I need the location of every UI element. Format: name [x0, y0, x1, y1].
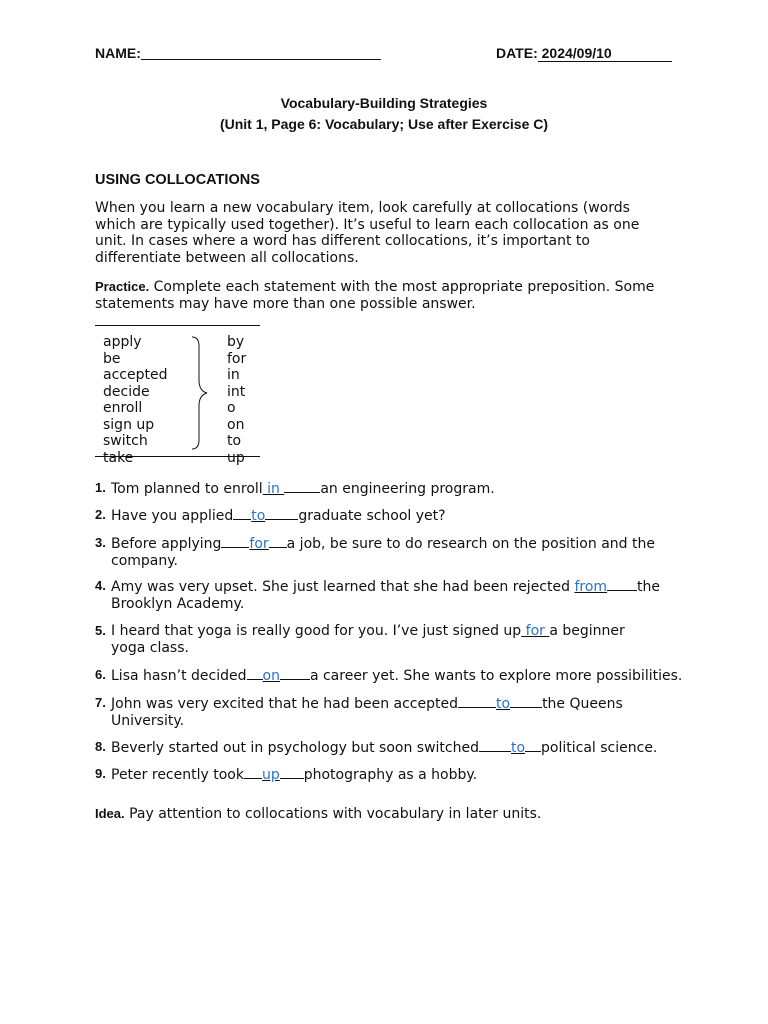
question-text: a job, be sure to do research on the position and the company. [111, 536, 655, 569]
blank-line [510, 695, 542, 708]
blank-line [284, 480, 320, 493]
question-text: graduate school yet? [298, 508, 446, 524]
blank-line [458, 695, 496, 708]
worksheet-title: Vocabulary-Building Strategies [280, 95, 488, 111]
answer-blank[interactable]: for [249, 536, 269, 552]
question-number: 2. [95, 507, 106, 522]
blank-line [607, 578, 637, 591]
question-number: 9. [95, 766, 106, 781]
date-label: DATE: [496, 45, 538, 61]
name-blank[interactable] [141, 45, 381, 60]
word-box [95, 325, 260, 466]
section-heading: USING COLLOCATIONS [95, 172, 260, 188]
question-text: the Brooklyn Academy. [111, 579, 661, 612]
blank-line [280, 766, 304, 779]
question-3 [95, 535, 685, 569]
question-8 [95, 739, 685, 757]
practice-label: Practice. [95, 279, 150, 294]
preposition-column [227, 334, 246, 466]
question-text: Beverly started out in psychology but soon switched [111, 740, 479, 756]
question-text: a career yet. She wants to explore more possibilities. [309, 668, 683, 684]
question-number: 6. [95, 667, 106, 682]
question-number: 1. [95, 480, 106, 495]
blank-line [525, 739, 541, 752]
blank-line [233, 507, 251, 520]
question-number: 4. [95, 578, 106, 593]
question-7 [95, 695, 685, 729]
question-text: John was very excited that he had been accepted [111, 696, 458, 712]
date-field [496, 45, 672, 62]
verb-item: apply [103, 334, 142, 350]
verb-item: take [103, 449, 134, 466]
preposition-item: to [227, 433, 242, 449]
question-text: I heard that yoga is really good for you. I’ve just signed up [111, 623, 522, 639]
question-6 [95, 667, 685, 685]
practice-instructions [95, 279, 655, 312]
blank-line [479, 739, 511, 752]
question-2 [95, 507, 685, 525]
verb-item: be [103, 350, 121, 367]
name-field [95, 45, 381, 62]
blank-line [265, 507, 298, 520]
blank-line [247, 667, 263, 680]
preposition-item: in [227, 367, 240, 383]
verb-item: accepted [103, 367, 168, 383]
answer-blank[interactable]: up [261, 767, 280, 783]
name-label: NAME: [95, 45, 141, 61]
practice-text: Complete each statement with the most appropriate preposition. Some statements may have more than one possible answer. [95, 279, 655, 312]
answer-blank[interactable]: to [496, 696, 511, 712]
verb-item: sign up [103, 416, 155, 433]
verb-item: decide [103, 383, 150, 400]
preposition-item: int [227, 383, 246, 400]
answer-blank[interactable]: for [521, 623, 550, 639]
question-text: Before applying [111, 536, 222, 552]
date-value[interactable]: 2024/09/10 [538, 45, 672, 62]
preposition-item: on [227, 416, 245, 433]
question-4 [95, 578, 685, 612]
preposition-item: up [227, 449, 245, 466]
idea-note [95, 806, 695, 823]
question-text: political science. [541, 740, 658, 756]
question-5 [95, 623, 685, 656]
question-number: 7. [95, 695, 106, 710]
blank-line [280, 667, 310, 680]
verb-item: enroll [103, 400, 143, 416]
question-text: Amy was very upset. She just learned that she had been rejected [111, 579, 575, 595]
blank-line [269, 535, 287, 548]
answer-blank[interactable]: from [574, 579, 608, 595]
preposition-item: o [227, 400, 236, 416]
question-text: the Queens University. [111, 696, 623, 729]
worksheet-subtitle: (Unit 1, Page 6: Vocabulary; Use after Exercise C) [219, 116, 549, 132]
question-text: a beginner yoga class. [111, 623, 625, 656]
question-text: Tom planned to enroll [111, 481, 263, 497]
idea-label: Idea. [95, 806, 125, 821]
idea-text: Pay attention to collocations with vocabulary in later units. [124, 806, 542, 822]
answer-blank[interactable]: to [510, 740, 526, 756]
question-text: Lisa hasn’t decided [111, 668, 247, 684]
intro-paragraph: When you learn a new vocabulary item, look carefully at collocations (words which are typically used together). It’s useful to learn each collocation as one unit. In cases where a word has different collocations, it’s important to differentiate between all collocations. [95, 200, 640, 266]
preposition-item: by [227, 334, 245, 350]
question-number: 3. [95, 535, 106, 550]
question-text: an engineering program. [320, 481, 495, 497]
answer-blank[interactable]: to [251, 508, 266, 524]
brace-icon [190, 336, 214, 450]
preposition-item: for [227, 350, 247, 367]
question-text: Have you applied [111, 508, 234, 524]
question-9 [95, 766, 685, 784]
question-number: 8. [95, 739, 106, 754]
verb-item: switch [103, 433, 148, 449]
question-text: photography as a hobby. [303, 767, 478, 783]
blank-line [244, 766, 262, 779]
answer-blank[interactable]: in [262, 481, 285, 497]
verb-column [103, 334, 167, 466]
blank-line [221, 535, 249, 548]
question-text: Peter recently took [111, 767, 244, 783]
answer-blank[interactable]: on [262, 668, 280, 684]
question-number: 5. [95, 623, 106, 638]
question-1 [95, 480, 685, 498]
